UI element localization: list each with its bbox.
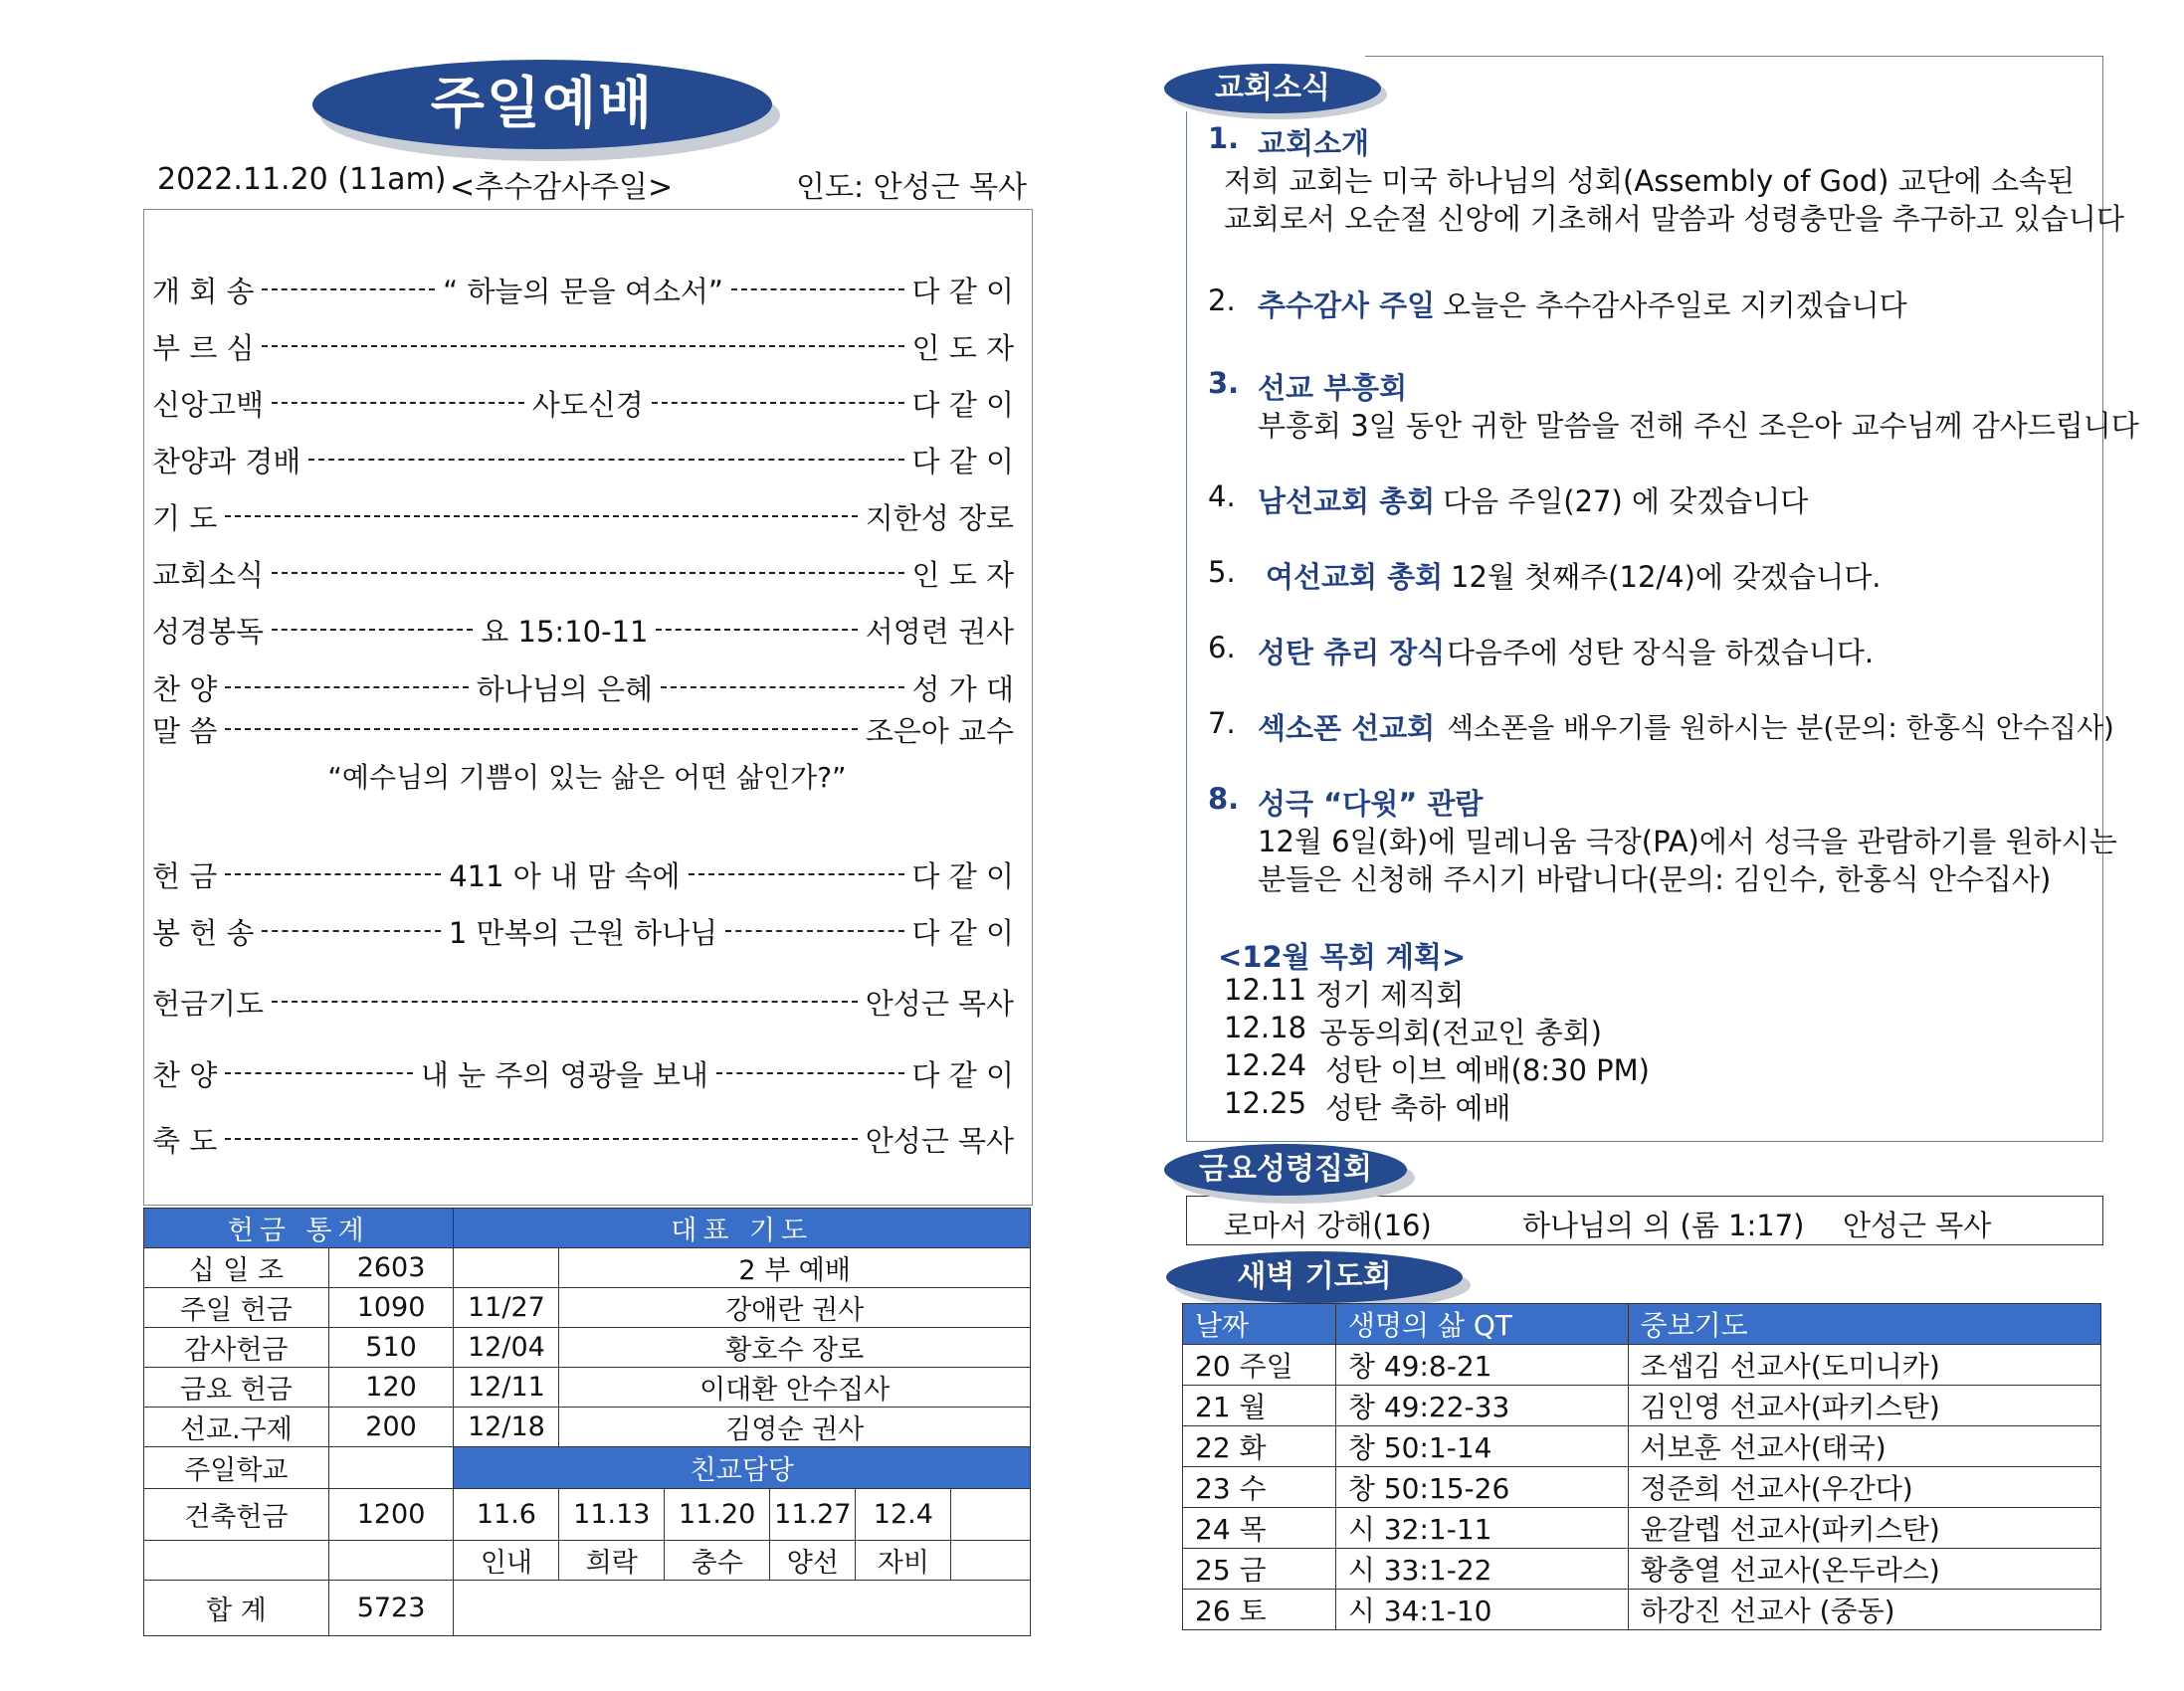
plan-event: 공동의회(전교인 총회) (1319, 1016, 1602, 1049)
table-row: 25 금 시 33:1-22 황충열 선교사(온두라스) (1183, 1549, 2101, 1590)
dawn-label: 새벽 기도회 (1166, 1251, 1463, 1303)
fellowship-date: 11.27 (770, 1489, 856, 1541)
offering-amount: 1090 (328, 1288, 454, 1328)
offering-name: 금요 헌금 (144, 1368, 329, 1408)
order-row: 봉 헌 송 1 만복의 근원 하나님 다 같 이 (152, 915, 1014, 950)
offering-amount: 120 (328, 1368, 454, 1408)
prayer-date: 12/11 (454, 1368, 559, 1408)
service-occasion: <추수감사주일> (450, 170, 674, 205)
friday-speaker: 안성근 목사 (1843, 1209, 1992, 1242)
news-head: 남선교회 총회 (1258, 484, 1436, 518)
page-title: 주일예배 (312, 60, 772, 149)
prayer-name: 김영순 권사 (559, 1408, 1031, 1447)
fellowship-group: 인내 (454, 1541, 559, 1581)
plan-event: 성탄 이브 예배(8:30 PM) (1325, 1053, 1650, 1087)
fellowship-group: 자비 (856, 1541, 951, 1581)
offering-amount: 2603 (328, 1248, 454, 1288)
fellowship-header: 친교담당 (454, 1447, 1031, 1489)
fellowship-date: 12.4 (856, 1489, 951, 1541)
friday-label: 금요성령집회 (1164, 1144, 1407, 1196)
offering-amount (328, 1541, 454, 1581)
prayer-name: 황호수 장로 (559, 1328, 1031, 1368)
table-row: 22 화 창 50:1-14 서보훈 선교사(태국) (1183, 1426, 2101, 1467)
service-leader: 인도: 안성근 목사 (796, 170, 1028, 205)
offering-name: 주일학교 (144, 1447, 329, 1489)
table-row: 24 목 시 32:1-11 윤갈렙 선교사(파키스탄) (1183, 1508, 2101, 1549)
news-body: 다음 주일(27) 에 갖겠습니다 (1443, 484, 1809, 518)
offering-amount (328, 1447, 454, 1489)
fellowship-group: 양선 (770, 1541, 856, 1581)
order-row: 교회소식 인 도 자 (152, 557, 1014, 592)
plan-event: 성탄 축하 예배 (1325, 1091, 1511, 1125)
order-row: 찬 양 내 눈 주의 영광을 보내 다 같 이 (152, 1057, 1015, 1092)
order-row: 기 도 지한성 장로 (152, 500, 1014, 535)
offering-total: 5723 (328, 1581, 454, 1636)
offering-amount: 200 (328, 1408, 454, 1447)
table-row: 20 주일 창 49:8-21 조셉김 선교사(도미니카) (1183, 1345, 2101, 1386)
offering-total-label: 합 계 (144, 1581, 329, 1636)
fellowship-date: 11.13 (559, 1489, 665, 1541)
offering-name: 선교.구제 (144, 1408, 329, 1447)
fellowship-group: 충수 (665, 1541, 770, 1581)
offering-amount: 510 (328, 1328, 454, 1368)
offering-name (144, 1541, 329, 1581)
prayer-date: 11/27 (454, 1288, 559, 1328)
order-row: 축 도 안성근 목사 (152, 1123, 1014, 1158)
order-row: 말 씀 조은아 교수 (152, 713, 1014, 748)
plan-event: 정기 제직회 (1315, 978, 1465, 1012)
news-body: 오늘은 추수감사주일로 지키겠습니다 (1443, 288, 1907, 322)
friday-title: 하나님의 의 (롬 1:17) (1522, 1209, 1805, 1242)
prayer-name: 강애란 권사 (559, 1288, 1031, 1328)
order-row: 헌 금 411 아 내 맘 속에 다 같 이 (152, 858, 1014, 893)
offering-name: 건축헌금 (144, 1489, 329, 1541)
prayer-name: 이대환 안수집사 (559, 1368, 1031, 1408)
offering-amount: 1200 (328, 1489, 454, 1541)
table-row: 23 수 창 50:15-26 정준희 선교사(우간다) (1183, 1467, 2101, 1508)
order-row: 성경봉독 요 15:10-11 서영련 권사 (152, 614, 1014, 649)
prayer-date: 12/04 (454, 1328, 559, 1368)
order-row: 개 회 송 “ 하늘의 문을 여소서” 다 같 이 (152, 274, 1015, 308)
news-body: 다음주에 성탄 장식을 하겠습니다. (1447, 636, 1875, 669)
table-row: 21 월 창 49:22-33 김인영 선교사(파키스탄) (1183, 1386, 2101, 1426)
order-row: 부 르 심 인 도 자 (152, 330, 1014, 365)
news-body: 12월 첫째주(12/4)에 갖겠습니다. (1451, 560, 1882, 594)
offering-header: 헌금 통계 (144, 1209, 454, 1248)
plan-title: <12월 목회 계획> (1218, 940, 1467, 974)
order-row: 찬양과 경배 다 같 이 (152, 444, 1014, 478)
news-head: 성극 “다윗” 관람 (1258, 787, 1484, 821)
news-label: 교회소식 (1164, 64, 1381, 113)
prayer-service: 2 부 예배 (559, 1248, 1031, 1288)
fellowship-date: 11.20 (665, 1489, 770, 1541)
news-head: 추수감사 주일 (1258, 288, 1436, 322)
order-row: 찬 양 하나님의 은혜 성 가 대 (152, 671, 1015, 706)
friday-series: 로마서 강해(16) (1224, 1209, 1432, 1242)
news-head: 여선교회 총회 (1266, 560, 1444, 594)
prayer-header: 대표 기도 (454, 1209, 1031, 1248)
news-body: 교회로서 오순절 신앙에 기초해서 말씀과 성령충만을 추구하고 있습니다 (1224, 202, 2124, 236)
prayer-date: 12/18 (454, 1408, 559, 1447)
fellowship-group: 희락 (559, 1541, 665, 1581)
order-of-worship (143, 209, 1033, 1206)
service-date: 2022.11.20 (11am) (157, 162, 447, 197)
offering-name: 주일 헌금 (144, 1288, 329, 1328)
news-body: 12월 6일(화)에 밀레니움 극장(PA)에서 성극을 관람하기를 원하시는 (1258, 825, 2117, 858)
order-row: 신앙고백 사도신경 다 같 이 (152, 387, 1015, 422)
news-body: 저희 교회는 미국 하나님의 성회(Assembly of God) 교단에 소속된 (1224, 164, 2075, 198)
dawn-prayer-table: 날짜 생명의 삶 QT 중보기도 20 주일 창 49:8-21 조셉김 선교사(도미니카) 21 월 창 49:22-33 김인영 선교사(파키스탄) 22 화 창 50:1-14 서보훈 선교사(태국) 23 수 창 50:15-26 정준희 선교사(우간다) 24 목 시 32:1-11 윤갈렙 선교사(파키스탄) 25 금 시 33:1-22 황충열 선교사(온두라스) 26 토 시 34:1-10 하강진 선교사 (중동) (1182, 1303, 2101, 1630)
news-body: 부흥회 3일 동안 귀한 말씀을 전해 주신 조은아 교수님께 감사드립니다 (1258, 409, 2139, 443)
news-head: 성탄 츄리 장식 (1258, 636, 1446, 669)
offering-prayer-table (143, 1208, 1031, 1636)
news-head: 선교 부흥회 (1258, 371, 1408, 405)
fellowship-date: 11.6 (454, 1489, 559, 1541)
offering-name: 십 일 조 (144, 1248, 329, 1288)
news-head: 교회소개 (1258, 126, 1370, 160)
news-body: 분들은 신청해 주시기 바랍니다(문의: 김인수, 한홍식 안수집사) (1258, 862, 2052, 896)
order-row: 헌금기도 안성근 목사 (152, 986, 1014, 1021)
news-body: 섹소폰을 배우기를 원하시는 분(문의: 한홍식 안수집사) (1447, 711, 2114, 744)
offering-name: 감사헌금 (144, 1328, 329, 1368)
table-row: 26 토 시 34:1-10 하강진 선교사 (중동) (1183, 1590, 2101, 1630)
sermon-title: “예수님의 기쁨이 있는 삶은 어떤 삶인가?” (327, 761, 847, 794)
news-head: 섹소폰 선교회 (1258, 711, 1436, 745)
